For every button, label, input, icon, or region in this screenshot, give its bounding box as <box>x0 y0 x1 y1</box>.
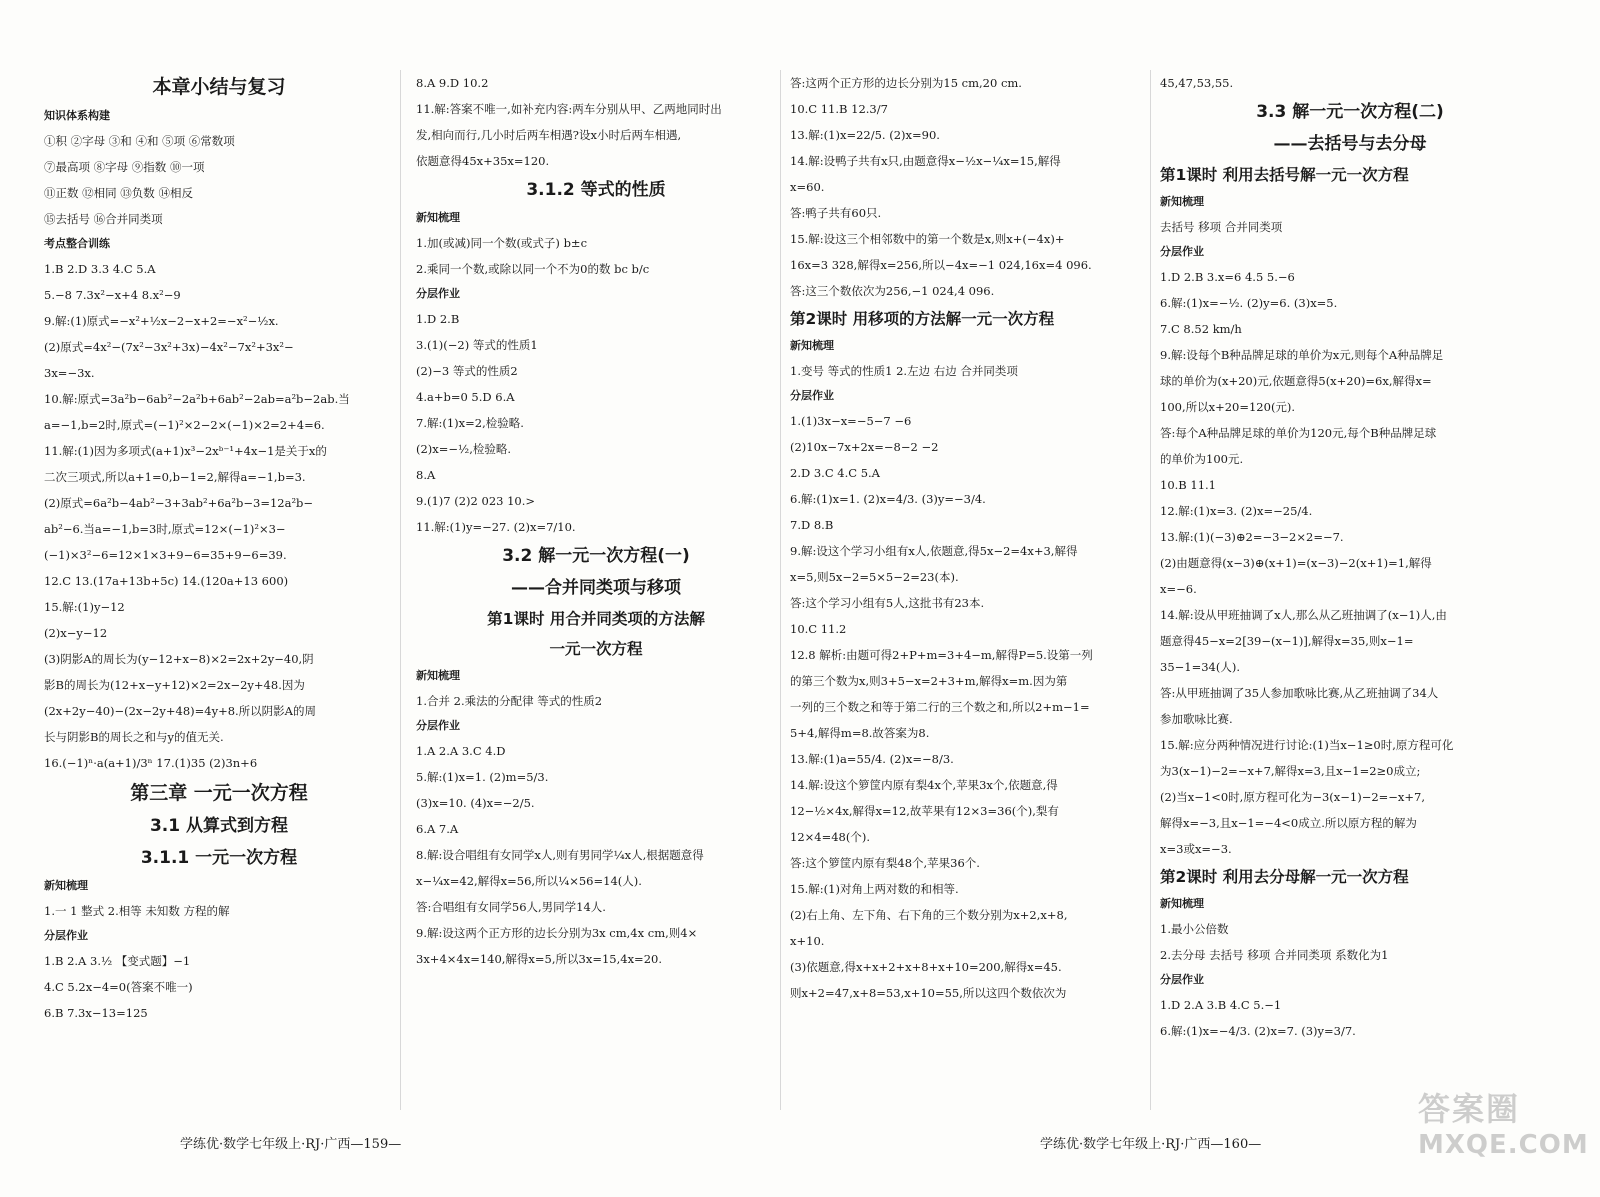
answer-line: 11.解:答案不唯一,如补充内容:两车分别从甲、乙两地同时出 <box>416 102 722 116</box>
column-4 <box>1160 70 1540 1044</box>
answer-line: 6.解:(1)x=−½. (2)y=6. (3)x=5. <box>1160 296 1338 310</box>
answer-line: 2.D 3.C 4.C 5.A <box>790 466 880 480</box>
answer-list <box>790 70 1146 304</box>
answer-line: 4.C 5.2x−4=0(答案不唯一) <box>44 980 193 994</box>
answer-line: 1.D 2.B <box>416 312 460 326</box>
subsection-heading: 新知梳理 <box>416 669 460 682</box>
column-divider <box>780 70 781 1110</box>
section-title: 3.1.1 一元一次方程 <box>140 848 298 868</box>
answer-line: (2)当x−1<0时,原方程可化为−3(x−1)−2=−x+7, <box>1160 790 1426 804</box>
answer-line: 45,47,53,55. <box>1160 76 1234 90</box>
answer-line: 4.a+b=0 5.D 6.A <box>416 390 515 404</box>
answer-line: 1.合并 2.乘法的分配律 等式的性质2 <box>416 694 603 708</box>
answer-line: (2)右上角、左下角、右下角的三个数分别为x+2,x+8, <box>790 908 1068 922</box>
answer-line: 发,相向而行,几小时后两车相遇?设x小时后两车相遇, <box>416 128 682 142</box>
answer-line: 8.A 9.D 10.2 <box>416 76 489 90</box>
answer-line: 10.C 11.B 12.3/7 <box>790 102 888 116</box>
answer-line: 1.A 2.A 3.C 4.D <box>416 744 506 758</box>
answer-line: 12−½×4x,解得x=12,故苹果有12×3=36(个),梨有 <box>790 804 1059 818</box>
answer-line: ⑦最高项 ⑧字母 ⑨指数 ⑩一项 <box>44 160 205 174</box>
answer-line: 2.乘同一个数,或除以同一个不为0的数 bc b/c <box>416 262 650 276</box>
subsection-heading: 考点整合训练 <box>44 237 110 250</box>
lesson-title: 第2课时 利用去分母解一元一次方程 <box>1160 868 1409 886</box>
answer-line: x−¼x=42,解得x=56,所以¼×56=14(人). <box>416 874 642 888</box>
column-divider <box>1150 70 1151 1110</box>
subsection-heading: 分层作业 <box>416 287 460 300</box>
answer-line: x+10. <box>790 934 825 948</box>
answer-line: 16x=3 328,解得x=256,所以−4x=−1 024,16x=4 096. <box>790 258 1092 272</box>
subsection-heading: 新知梳理 <box>416 211 460 224</box>
lesson-title: 第1课时 利用去括号解一元一次方程 <box>1160 166 1409 184</box>
answer-line: 7.C 8.52 km/h <box>1160 322 1242 336</box>
answer-line: 16.(−1)ⁿ·a(a+1)/3ⁿ 17.(1)35 (2)3n+6 <box>44 756 258 770</box>
answer-line: 15.解:(1)对角上两对数的和相等. <box>790 882 959 896</box>
answer-line: ⑪正数 ⑫相同 ⑬负数 ⑭相反 <box>44 186 193 200</box>
section-subtitle: ——合并同类项与移项 <box>511 578 681 598</box>
answer-line: 1.B 2.D 3.3 4.C 5.A <box>44 262 156 276</box>
answer-line: (2)由题意得(x−3)⊕(x+1)=(x−3)−2(x+1)=1,解得 <box>1160 556 1432 570</box>
answer-line: 影B的周长为(12+x−y+12)×2=2x−2y+48.因为 <box>44 678 305 692</box>
answer-line: 3.(1)(−2) 等式的性质1 <box>416 338 538 352</box>
answer-list <box>1160 992 1540 1044</box>
subsection-heading: 新知梳理 <box>44 879 88 892</box>
answer-line: 14.解:设从甲班抽调了x人,那么从乙班抽调了(x−1)人,由 <box>1160 608 1447 622</box>
answer-line: 8.解:设合唱组有女同学x人,则有男同学¼x人,根据题意得 <box>416 848 704 862</box>
answer-line: 依题意得45x+35x=120. <box>416 154 550 168</box>
answer-line: 答:这两个正方形的边长分别为15 cm,20 cm. <box>790 76 1022 90</box>
answer-line: 12.8 解析:由题可得2+P+m=3+4−m,解得P=5.设第一列 <box>790 648 1093 662</box>
answer-line: 12.解:(1)x=3. (2)x=−25/4. <box>1160 504 1313 518</box>
answer-line: 11.解:(1)y=−27. (2)x=7/10. <box>416 520 576 534</box>
answer-line: 12.C 13.(17a+13b+5c) 14.(120a+13 600) <box>44 574 289 588</box>
answer-line: (−1)×3²−6=12×1×3+9−6=35+9−6=39. <box>44 548 287 562</box>
answer-line: 9.解:设每个B种品牌足球的单价为x元,则每个A种品牌足 <box>1160 348 1444 362</box>
answer-line: 15.解:(1)y−12 <box>44 600 125 614</box>
answer-line: (2x+2y−40)−(2x−2y+48)=4y+8.所以阴影A的周 <box>44 704 316 718</box>
answer-line: 9.解:设这两个正方形的边长分别为3x cm,4x cm,则4× <box>416 926 698 940</box>
answer-line: 6.B 7.3x−13=125 <box>44 1006 148 1020</box>
answer-line: 答:从甲班抽调了35人参加歌咏比赛,从乙班抽调了34人 <box>1160 686 1439 700</box>
answer-line: 为3(x−1)−2=−x+7,解得x=3,且x−1=2≥0成立; <box>1160 764 1421 778</box>
column-1 <box>44 70 394 1026</box>
section-title: 3.1.2 等式的性质 <box>526 180 666 200</box>
answer-line: 10.C 11.2 <box>790 622 847 636</box>
answer-line: 35−1=34(人). <box>1160 660 1240 674</box>
answer-line: 的第三个数为x,则3+5−x=2+3+m,解得x=m.因为第 <box>790 674 1068 688</box>
answer-line: 14.解:设鸭子共有x只,由题意得x−½x−¼x=15,解得 <box>790 154 1061 168</box>
subsection-heading: 新知梳理 <box>1160 195 1204 208</box>
answer-line: 题意得45−x=2[39−(x−1)],解得x=35,则x−1= <box>1160 634 1414 648</box>
answer-line: 答:这三个数依次为256,−1 024,4 096. <box>790 284 995 298</box>
answer-line: 参加歌咏比赛. <box>1160 712 1233 726</box>
answer-list <box>790 408 1146 1006</box>
answer-line: 3x=−3x. <box>44 366 95 380</box>
answer-line: 1.变号 等式的性质1 2.左边 右边 合并同类项 <box>790 364 1018 378</box>
answer-line: 5.解:(1)x=1. (2)m=5/3. <box>416 770 549 784</box>
answer-line: (2)原式=4x²−(7x²−3x²+3x)−4x²−7x²+3x²− <box>44 340 294 354</box>
answer-list <box>416 230 776 282</box>
answer-line: 8.A <box>416 468 436 482</box>
answer-line: 6.解:(1)x=−4/3. (2)x=7. (3)y=3/7. <box>1160 1024 1356 1038</box>
answer-line: 13.解:(1)(−3)⊕2=−3−2×2=−7. <box>1160 530 1344 544</box>
answer-line: 长与阴影B的周长之和与y的值无关. <box>44 730 224 744</box>
answer-line: 10.解:原式=3a²b−6ab²−2a²b+6ab²−2ab=a²b−2ab.当 <box>44 392 350 406</box>
subsection-heading: 分层作业 <box>790 389 834 402</box>
answer-line: 答:合唱组有女同学56人,男同学14人. <box>416 900 606 914</box>
section-title: 3.1 从算式到方程 <box>149 816 289 836</box>
page-footer-left: 学练优·数学七年级上·RJ·广西—159— <box>180 1137 402 1152</box>
section-title: 3.2 解一元一次方程(一) <box>502 546 690 566</box>
answer-line: a=−1,b=2时,原式=(−1)²×2−2×(−1)×2=2+4=6. <box>44 418 325 432</box>
answer-line: 2.去分母 去括号 移项 合并同类项 系数化为1 <box>1160 948 1389 962</box>
subsection-heading: 分层作业 <box>416 719 460 732</box>
answer-line: x=3或x=−3. <box>1160 842 1232 856</box>
subsection-heading: 知识体系构建 <box>44 109 110 122</box>
answer-list <box>44 256 394 776</box>
answer-line: 去括号 移项 合并同类项 <box>1160 220 1283 234</box>
answer-line: 11.解:(1)因为多项式(a+1)x³−2xᵇ⁻¹+4x−1是关于x的 <box>44 444 327 458</box>
answer-list <box>416 738 776 972</box>
answer-line: 1.(1)3x−x=−5−7 −6 <box>790 414 912 428</box>
answer-line: 则x+2=47,x+8=53,x+10=55,所以这四个数依次为 <box>790 986 1067 1000</box>
answer-line: (3)x=10. (4)x=−2/5. <box>416 796 535 810</box>
answer-line: 答:每个A种品牌足球的单价为120元,每个B种品牌足球 <box>1160 426 1437 440</box>
answer-line: 7.D 8.B <box>790 518 834 532</box>
answer-line: (3)阴影A的周长为(y−12+x−8)×2=2x+2y−40,阴 <box>44 652 314 666</box>
page-footer-right: 学练优·数学七年级上·RJ·广西—160— <box>1040 1137 1262 1152</box>
watermark-logo <box>1418 1084 1589 1184</box>
answer-line: 1.最小公倍数 <box>1160 922 1229 936</box>
chapter-title: 第三章 一元一次方程 <box>130 782 308 804</box>
answer-list <box>416 306 776 540</box>
answer-line: 9.解:(1)原式=−x²+½x−2−x+2=−x²−½x. <box>44 314 279 328</box>
lesson-title: 第2课时 用移项的方法解一元一次方程 <box>790 310 1055 328</box>
answer-line: 13.解:(1)x=22/5. (2)x=90. <box>790 128 940 142</box>
answer-line: 1.一 1 整式 2.相等 未知数 方程的解 <box>44 904 230 918</box>
subsection-heading: 分层作业 <box>1160 245 1204 258</box>
answer-line: ab²−6.当a=−1,b=3时,原式=12×(−1)²×3− <box>44 522 286 536</box>
answer-line: 6.解:(1)x=1. (2)x=4/3. (3)y=−3/4. <box>790 492 986 506</box>
answer-line: 球的单价为(x+20)元,依题意得5(x+20)=6x,解得x= <box>1160 374 1432 388</box>
subsection-heading: 新知梳理 <box>1160 897 1204 910</box>
answer-line: 一列的三个数之和等于第二行的三个数之和,所以2+m−1= <box>790 700 1090 714</box>
lesson-title: 第1课时 用合并同类项的方法解 <box>487 610 705 628</box>
answer-line: 13.解:(1)a=55/4. (2)x=−8/3. <box>790 752 954 766</box>
answer-line: 答:鸭子共有60只. <box>790 206 882 220</box>
answer-line: 7.解:(1)x=2,检验略. <box>416 416 524 430</box>
answer-line: 10.B 11.1 <box>1160 478 1217 492</box>
answer-line: x=−6. <box>1160 582 1197 596</box>
answer-line: 1.D 2.B 3.x=6 4.5 5.−6 <box>1160 270 1295 284</box>
subsection-heading: 分层作业 <box>1160 973 1204 986</box>
answer-line: 9.(1)7 (2)2 023 10.> <box>416 494 536 508</box>
answer-line: (2)x−y−12 <box>44 626 108 640</box>
answer-line: (2)x=−½,检验略. <box>416 442 512 456</box>
answer-line: 解得x=−3,且x−1=−4<0成立.所以原方程的解为 <box>1160 816 1417 830</box>
answer-line: 5.−8 7.3x²−x+4 8.x²−9 <box>44 288 181 302</box>
subsection-heading: 分层作业 <box>44 929 88 942</box>
answer-line: 二次三项式,所以a+1=0,b−1=2,解得a=−1,b=3. <box>44 470 306 484</box>
answer-line: 12×4=48(个). <box>790 830 870 844</box>
answer-line: x=60. <box>790 180 825 194</box>
column-3 <box>790 70 1146 1006</box>
answer-line: (3)依题意,得x+x+2+x+8+x+10=200,解得x=45. <box>790 960 1062 974</box>
answer-line: 9.解:设这个学习小组有x人,依题意,得5x−2=4x+3,解得 <box>790 544 1078 558</box>
answer-list <box>1160 916 1540 968</box>
answer-list <box>1160 264 1540 862</box>
answer-list <box>44 128 394 232</box>
answer-line: ⑮去括号 ⑯合并同类项 <box>44 212 163 226</box>
answer-line: 6.A 7.A <box>416 822 459 836</box>
answer-line: 15.解:应分两种情况进行讨论:(1)当x−1≥0时,原方程可化 <box>1160 738 1454 752</box>
answer-line: 1.D 2.A 3.B 4.C 5.−1 <box>1160 998 1282 1012</box>
answer-list <box>44 948 394 1026</box>
answer-line: 100,所以x+20=120(元). <box>1160 400 1296 414</box>
column-2 <box>416 70 776 972</box>
answer-line: x=5,则5x−2=5×5−2=23(本). <box>790 570 959 584</box>
section-subtitle: ——去括号与去分母 <box>1273 134 1427 154</box>
column-divider <box>400 70 401 1110</box>
answer-line: (2)−3 等式的性质2 <box>416 364 518 378</box>
subsection-heading: 新知梳理 <box>790 339 834 352</box>
answer-line: 14.解:设这个箩筐内原有梨4x个,苹果3x个,依题意,得 <box>790 778 1058 792</box>
answer-line: 5+4,解得m=8.故答案为8. <box>790 726 930 740</box>
answer-list <box>416 70 776 174</box>
answer-line: 1.加(或减)同一个数(或式子) b±c <box>416 236 588 250</box>
answer-line: 答:这个箩筐内原有梨48个,苹果36个. <box>790 856 980 870</box>
answer-line: ①积 ②字母 ③和 ④和 ⑤项 ⑥常数项 <box>44 134 235 148</box>
section-title: 本章小结与复习 <box>152 76 286 98</box>
answer-line: 答:这个学习小组有5人,这批书有23本. <box>790 596 985 610</box>
answer-line: (2)原式=6a²b−4ab²−3+3ab²+6a²b−3=12a²b− <box>44 496 314 510</box>
answer-line: 的单价为100元. <box>1160 452 1244 466</box>
watermark-text: MXQE.COM <box>1418 1130 1589 1160</box>
section-title: 3.3 解一元一次方程(二) <box>1256 102 1444 122</box>
lesson-title: 一元一次方程 <box>549 640 643 658</box>
watermark-text: 答案圈 <box>1418 1090 1521 1128</box>
answer-line: 1.B 2.A 3.½ 【变式题】−1 <box>44 954 191 968</box>
answer-line: (2)10x−7x+2x=−8−2 −2 <box>790 440 939 454</box>
answer-line: 15.解:设这三个相邻数中的第一个数是x,则x+(−4x)+ <box>790 232 1065 246</box>
answer-line: 3x+4×4x=140,解得x=5,所以3x=15,4x=20. <box>416 952 662 966</box>
